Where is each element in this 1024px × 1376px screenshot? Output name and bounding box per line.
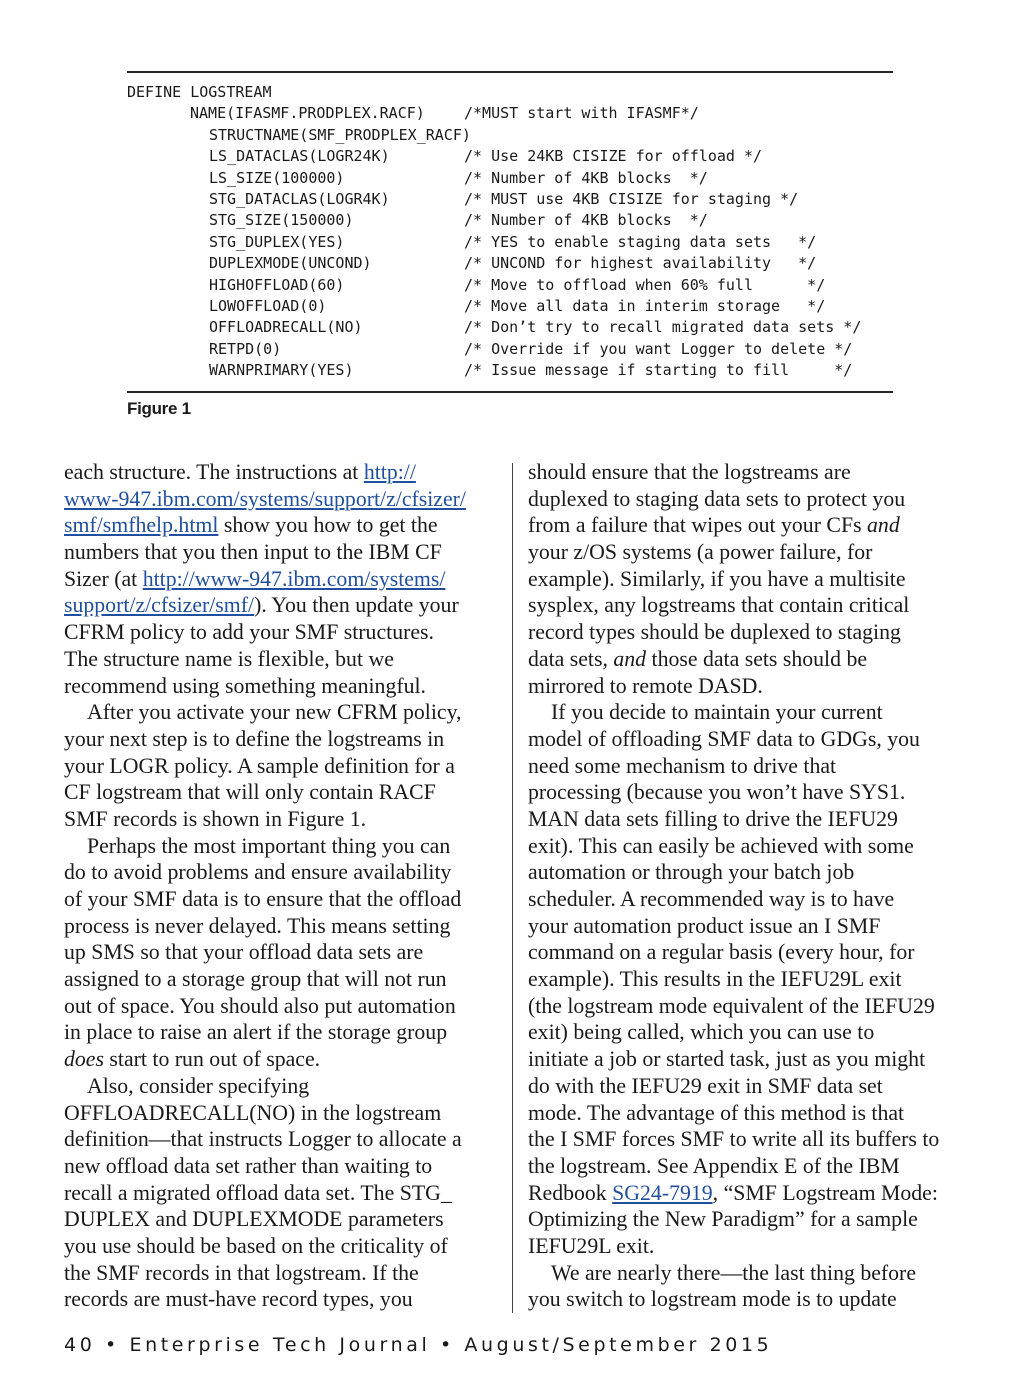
text-line [528,539,968,566]
body-text: Optimizing the New Paradigm” for a sample [528,1207,918,1232]
text-line [64,806,494,833]
figure-bottom-rule [127,391,893,393]
code-statement: STG_SIZE(150000) [209,211,354,230]
code-line [127,82,897,103]
code-comment: /* YES to enable staging data sets */ [464,232,817,251]
body-text: assigned to a storage group that will not run [64,967,447,992]
code-comment: /* Use 24KB CISIZE for offload */ [464,147,763,166]
figure-top-rule [127,71,893,73]
body-text: start to run out of space. [103,1047,321,1072]
text-line [528,886,968,913]
code-comment: /* Number of 4KB blocks */ [464,211,708,230]
body-text: ). You then update your [254,593,459,618]
text-line [528,1073,968,1100]
text-line [64,539,494,566]
right-column [528,459,968,1313]
body-text: data sets, [528,646,614,671]
text-line [528,913,968,940]
body-text: mode. The advantage of this method is that [528,1100,905,1125]
text-line [64,966,494,993]
body-text: record types should be duplexed to staging [528,620,901,645]
body-text: Also, consider specifying [87,1073,310,1098]
body-text: exit) being called, which you can use to [528,1020,875,1045]
text-line [528,779,968,806]
text-line [64,566,494,593]
code-statement: DUPLEXMODE(UNCOND) [209,254,372,273]
code-statement: LOWOFFLOAD(0) [209,296,327,315]
column-divider [512,463,513,1313]
body-text: need some mechanism to drive that [528,753,837,778]
code-line [127,168,897,189]
text-line [64,939,494,966]
text-line [528,939,968,966]
text-line [64,1286,494,1313]
body-text: After you activate your new CFRM policy, [87,700,462,725]
code-statement: STG_DATACLAS(LOGR4K) [209,189,390,208]
text-line [528,699,968,726]
body-text: initiate a job or started task, just as you might [528,1047,926,1072]
emphasis-text: and [613,646,647,671]
text-line [528,646,968,673]
code-line [127,253,897,274]
text-line [64,699,494,726]
body-text: your LOGR policy. A sample definition for a [64,753,455,778]
code-statement: STG_DUPLEX(YES) [209,232,345,251]
body-text: numbers that you then input to the IBM CF [64,540,442,565]
text-line [64,1046,494,1073]
body-text: out of space. You should also put automation [64,993,456,1018]
body-text: should ensure that the logstreams are [528,460,851,484]
body-text: records are must-have record types, you [64,1287,413,1312]
code-comment: /* Override if you want Logger to delete */ [464,339,853,358]
code-statement: DEFINE LOGSTREAM [127,83,272,101]
body-text: , “SMF Logstream Mode: [712,1180,938,1205]
text-line [64,726,494,753]
body-text: in place to raise an alert if the storage group [64,1020,448,1045]
text-line [528,1126,968,1153]
body-text: of your SMF data is to ensure that the offload [64,887,462,911]
text-line [528,1180,968,1207]
code-line [127,103,897,124]
text-line [64,1233,494,1260]
figure-caption: Figure 1 [127,399,191,418]
body-text: do to avoid problems and ensure availability [64,860,452,885]
code-statement: NAME(IFASMF.PRODPLEX.RACF) [190,104,425,123]
body-text: show you how to get the [218,513,438,538]
code-line [127,317,897,338]
body-text: your next step is to define the logstreams in [64,726,445,751]
code-line [127,360,897,381]
code-comment: /* Don’t try to recall migrated data sets */ [464,318,862,337]
body-text: Perhaps the most important thing you can [87,833,451,858]
text-line [528,459,968,486]
body-text: definition—that instructs Logger to allocate a [64,1127,462,1152]
text-line [64,646,494,673]
code-comment: /*MUST start with IFASMF*/ [464,104,699,123]
body-text: the I SMF forces SMF to write all its buffers to [528,1127,940,1152]
text-line [528,1286,968,1313]
body-text: DUPLEX and DUPLEXMODE parameters [64,1207,444,1232]
body-text: OFFLOADRECALL(NO) in the logstream [64,1100,442,1125]
body-text: sysplex, any logstreams that contain critical [528,593,910,618]
body-text: model of offloading SMF data to GDGs, you [528,726,920,751]
text-line [64,779,494,806]
text-line [64,512,494,539]
body-text: exit). This can easily be achieved with some [528,833,914,858]
code-statement: OFFLOADRECALL(NO) [209,318,363,337]
body-text: example). This results in the IEFU29L exit [528,967,902,992]
body-text: IEFU29L exit. [528,1233,655,1258]
code-comment: /* Issue message if starting to fill */ [464,361,853,380]
code-comment: /* Move all data in interim storage */ [464,296,826,315]
code-line [127,296,897,317]
text-line [64,753,494,780]
body-text: Redbook [528,1180,613,1205]
code-listing [127,82,897,381]
hyperlink[interactable]: smf/smfhelp.html [64,513,219,538]
body-text: recommend using something meaningful. [64,673,427,698]
emphasis-text: does [64,1047,104,1072]
hyperlink[interactable]: SG24-7919 [612,1180,713,1205]
text-line [64,1019,494,1046]
body-text: your z/OS systems (a power failure, for [528,540,873,565]
text-line [64,619,494,646]
text-line [64,459,494,486]
text-line [528,512,968,539]
body-text: new offload data set rather than waiting to [64,1153,433,1178]
body-text: your automation product issue an I SMF [528,913,881,938]
text-line [528,753,968,780]
text-line [528,726,968,753]
text-line [64,1126,494,1153]
body-text: If you decide to maintain your current [551,700,883,725]
text-line [528,592,968,619]
body-text: from a failure that wipes out your CFs [528,513,868,538]
text-line [64,1100,494,1127]
hyperlink[interactable]: http://www-947.ibm.com/systems/ [142,566,446,591]
body-text: command on a regular basis (every hour, for [528,940,915,965]
code-statement: WARNPRIMARY(YES) [209,361,354,380]
text-line [64,1260,494,1287]
body-text: you switch to logstream mode is to update [528,1287,897,1312]
text-line [64,833,494,860]
text-line [528,966,968,993]
code-line [127,339,897,360]
body-text: CFRM policy to add your SMF structures. [64,620,434,645]
text-line [528,619,968,646]
hyperlink[interactable]: support/z/cfsizer/smf/ [64,593,255,618]
body-text: automation or through your batch job [528,860,855,885]
text-line [528,806,968,833]
code-line [127,275,897,296]
code-line [127,146,897,167]
text-line [528,1206,968,1233]
text-line [64,592,494,619]
body-text: the SMF records in that logstream. If the [64,1260,419,1285]
text-line [528,859,968,886]
code-statement: LS_DATACLAS(LOGR24K) [209,147,390,166]
body-text: process is never delayed. This means setting [64,913,451,938]
body-text: We are nearly there—the last thing before [551,1260,916,1285]
code-comment: /* UNCOND for highest availability */ [464,254,817,273]
code-line [127,232,897,253]
body-text: duplexed to staging data sets to protect you [528,486,906,511]
text-line [528,673,968,700]
emphasis-text: and [867,513,900,538]
body-text: those data sets should be [646,646,868,671]
body-text: mirrored to remote DASD. [528,673,763,698]
hyperlink[interactable]: www-947.ibm.com/systems/support/z/cfsizer/ [64,486,466,511]
code-comment: /* MUST use 4KB CISIZE for staging */ [464,189,799,208]
text-line [64,1073,494,1100]
body-text: up SMS so that your offload data sets are [64,940,424,965]
body-text: example). Similarly, if you have a multisite [528,566,906,591]
text-line [528,566,968,593]
code-line [127,189,897,210]
code-statement: HIGHOFFLOAD(60) [209,275,345,294]
body-text: scheduler. A recommended way is to have [528,887,895,911]
code-statement: RETPD(0) [209,339,282,358]
code-line [127,125,897,146]
text-line [528,833,968,860]
text-line [528,1046,968,1073]
text-line [64,1180,494,1207]
code-statement: STRUCTNAME(SMF_PRODPLEX_RACF) [209,125,471,144]
hyperlink[interactable]: http:// [363,460,416,484]
body-text: Sizer (at [64,566,143,591]
body-text: (the logstream mode equivalent of the IEFU29 [528,993,935,1018]
text-line [528,1260,968,1287]
body-text: The structure name is flexible, but we [64,646,394,671]
body-text: the logstream. See Appendix E of the IBM [528,1153,900,1178]
body-text: recall a migrated offload data set. The STG_ [64,1180,452,1205]
body-text: SMF records is shown in Figure 1. [64,806,367,831]
text-line [528,1153,968,1180]
text-line [64,1153,494,1180]
text-line [528,486,968,513]
text-line [64,673,494,700]
code-line [127,210,897,231]
left-column [64,459,494,1313]
text-line [528,1019,968,1046]
body-text: you use should be based on the criticality of [64,1233,448,1258]
text-line [528,1233,968,1260]
text-line [528,993,968,1020]
text-line [64,486,494,513]
text-line [64,913,494,940]
page-footer: 40 • Enterprise Tech Journal • August/September 2015 [64,1334,773,1356]
text-line [64,1206,494,1233]
text-line [64,993,494,1020]
text-line [528,1100,968,1127]
body-text: MAN data sets filling to drive the IEFU29 [528,806,898,831]
code-statement: LS_SIZE(100000) [209,168,345,187]
body-text: do with the IEFU29 exit in SMF data set [528,1073,883,1098]
body-text: CF logstream that will only contain RACF [64,780,436,805]
text-line [64,886,494,913]
code-comment: /* Move to offload when 60% full */ [464,275,826,294]
code-comment: /* Number of 4KB blocks */ [464,168,708,187]
body-text: processing (because you won’t have SYS1. [528,780,906,805]
text-line [64,859,494,886]
body-text: each structure. The instructions at [64,460,364,484]
